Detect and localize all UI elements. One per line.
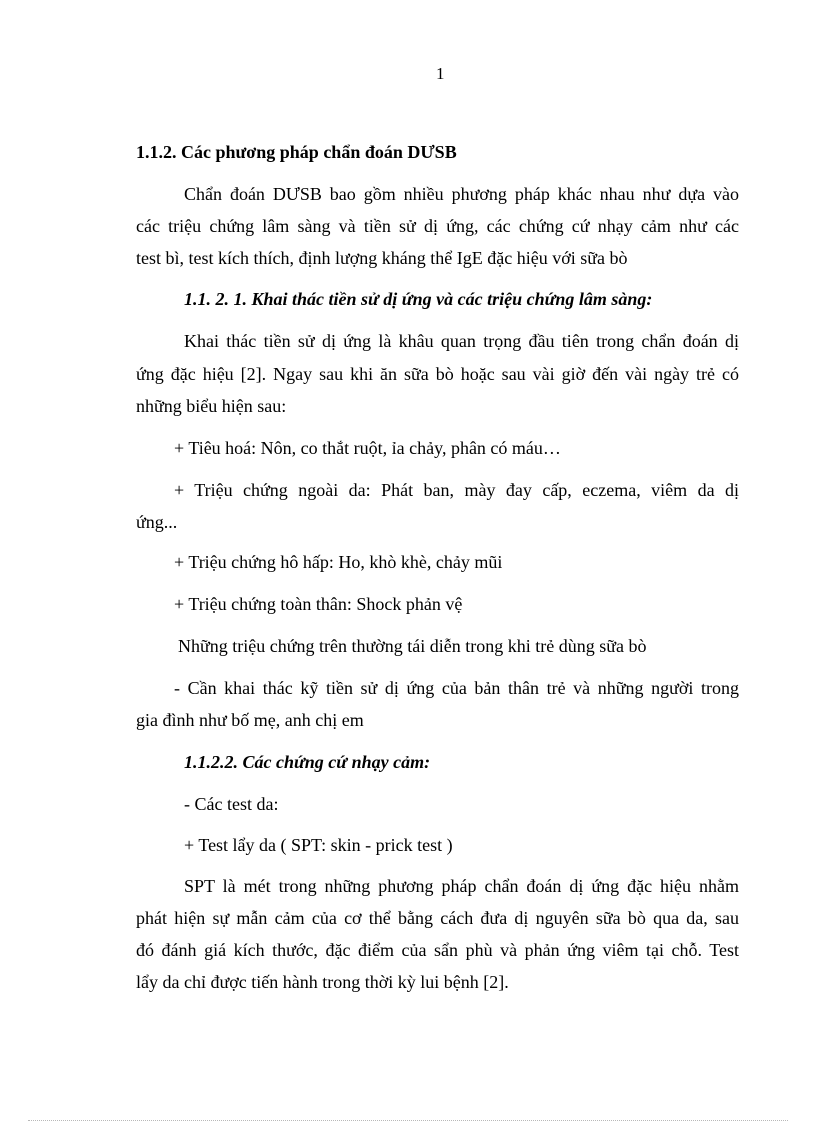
- page-number: 1: [436, 64, 445, 83]
- intro-line-2: các triệu chứng lâm sàng và tiền sử dị ứng, các chứng cứ nhạy cảm như các: [136, 216, 739, 236]
- recurrence-note: Những triệu chứng trên thường tái diễn trong khi trẻ dùng sữa bò: [178, 636, 647, 656]
- spt-para-line-2: phát hiện sự mẫn cảm của cơ thể bằng cách đưa dị nguyên sữa bò qua da, sau: [136, 908, 739, 928]
- symptom-digestive: + Tiêu hoá: Nôn, co thắt ruột, ỉa chảy, phân có máu…: [174, 438, 561, 458]
- spt-para-line-3: đó đánh giá kích thước, đặc điểm của sẩn phù và phản ứng viêm tại chỗ. Test: [136, 940, 739, 960]
- history-para-line-3: những biểu hiện sau:: [136, 396, 287, 416]
- symptom-respiratory: + Triệu chứng hô hấp: Ho, khò khè, chảy mũi: [174, 552, 503, 572]
- intro-line-3: test bì, test kích thích, định lượng kháng thể IgE đặc hiệu với sữa bò: [136, 248, 628, 268]
- skin-tests-item: - Các test da:: [184, 794, 279, 814]
- footer-rule: [28, 1120, 788, 1121]
- history-para-line-2: ứng đặc hiệu [2]. Ngay sau khi ăn sữa bò hoặc sau vài giờ đến vài ngày trẻ có: [136, 364, 739, 384]
- prick-test-item: + Test lẩy da ( SPT: skin - prick test ): [184, 835, 453, 855]
- symptom-systemic: + Triệu chứng toàn thân: Shock phản vệ: [174, 594, 463, 614]
- spt-para-line-4: lẩy da chỉ được tiến hành trong thời kỳ lui bệnh [2].: [136, 972, 509, 992]
- section-heading: 1.1.2. Các phương pháp chẩn đoán DƯSB: [136, 142, 457, 162]
- subsection-heading-sensitivity: 1.1.2.2. Các chứng cứ nhạy cảm:: [184, 752, 431, 772]
- spt-para-line-1: SPT là mét trong những phương pháp chẩn đoán dị ứng đặc hiệu nhằm: [184, 876, 739, 896]
- subsection-heading-history: 1.1. 2. 1. Khai thác tiền sử dị ứng và các triệu chứng lâm sàng:: [184, 289, 653, 309]
- history-note-line-2: gia đình như bố mẹ, anh chị em: [136, 710, 364, 730]
- intro-line-1: Chẩn đoán DƯSB bao gồm nhiều phương pháp khác nhau như dựa vào: [184, 184, 739, 204]
- symptom-skin-cont: ứng...: [136, 512, 178, 532]
- history-note-line-1: - Cần khai thác kỹ tiền sử dị ứng của bản thân trẻ và những người trong: [174, 678, 739, 698]
- symptom-skin: + Triệu chứng ngoài da: Phát ban, mày đay cấp, eczema, viêm da dị: [174, 480, 739, 500]
- history-para-line-1: Khai thác tiền sử dị ứng là khâu quan trọng đầu tiên trong chẩn đoán dị: [184, 331, 739, 351]
